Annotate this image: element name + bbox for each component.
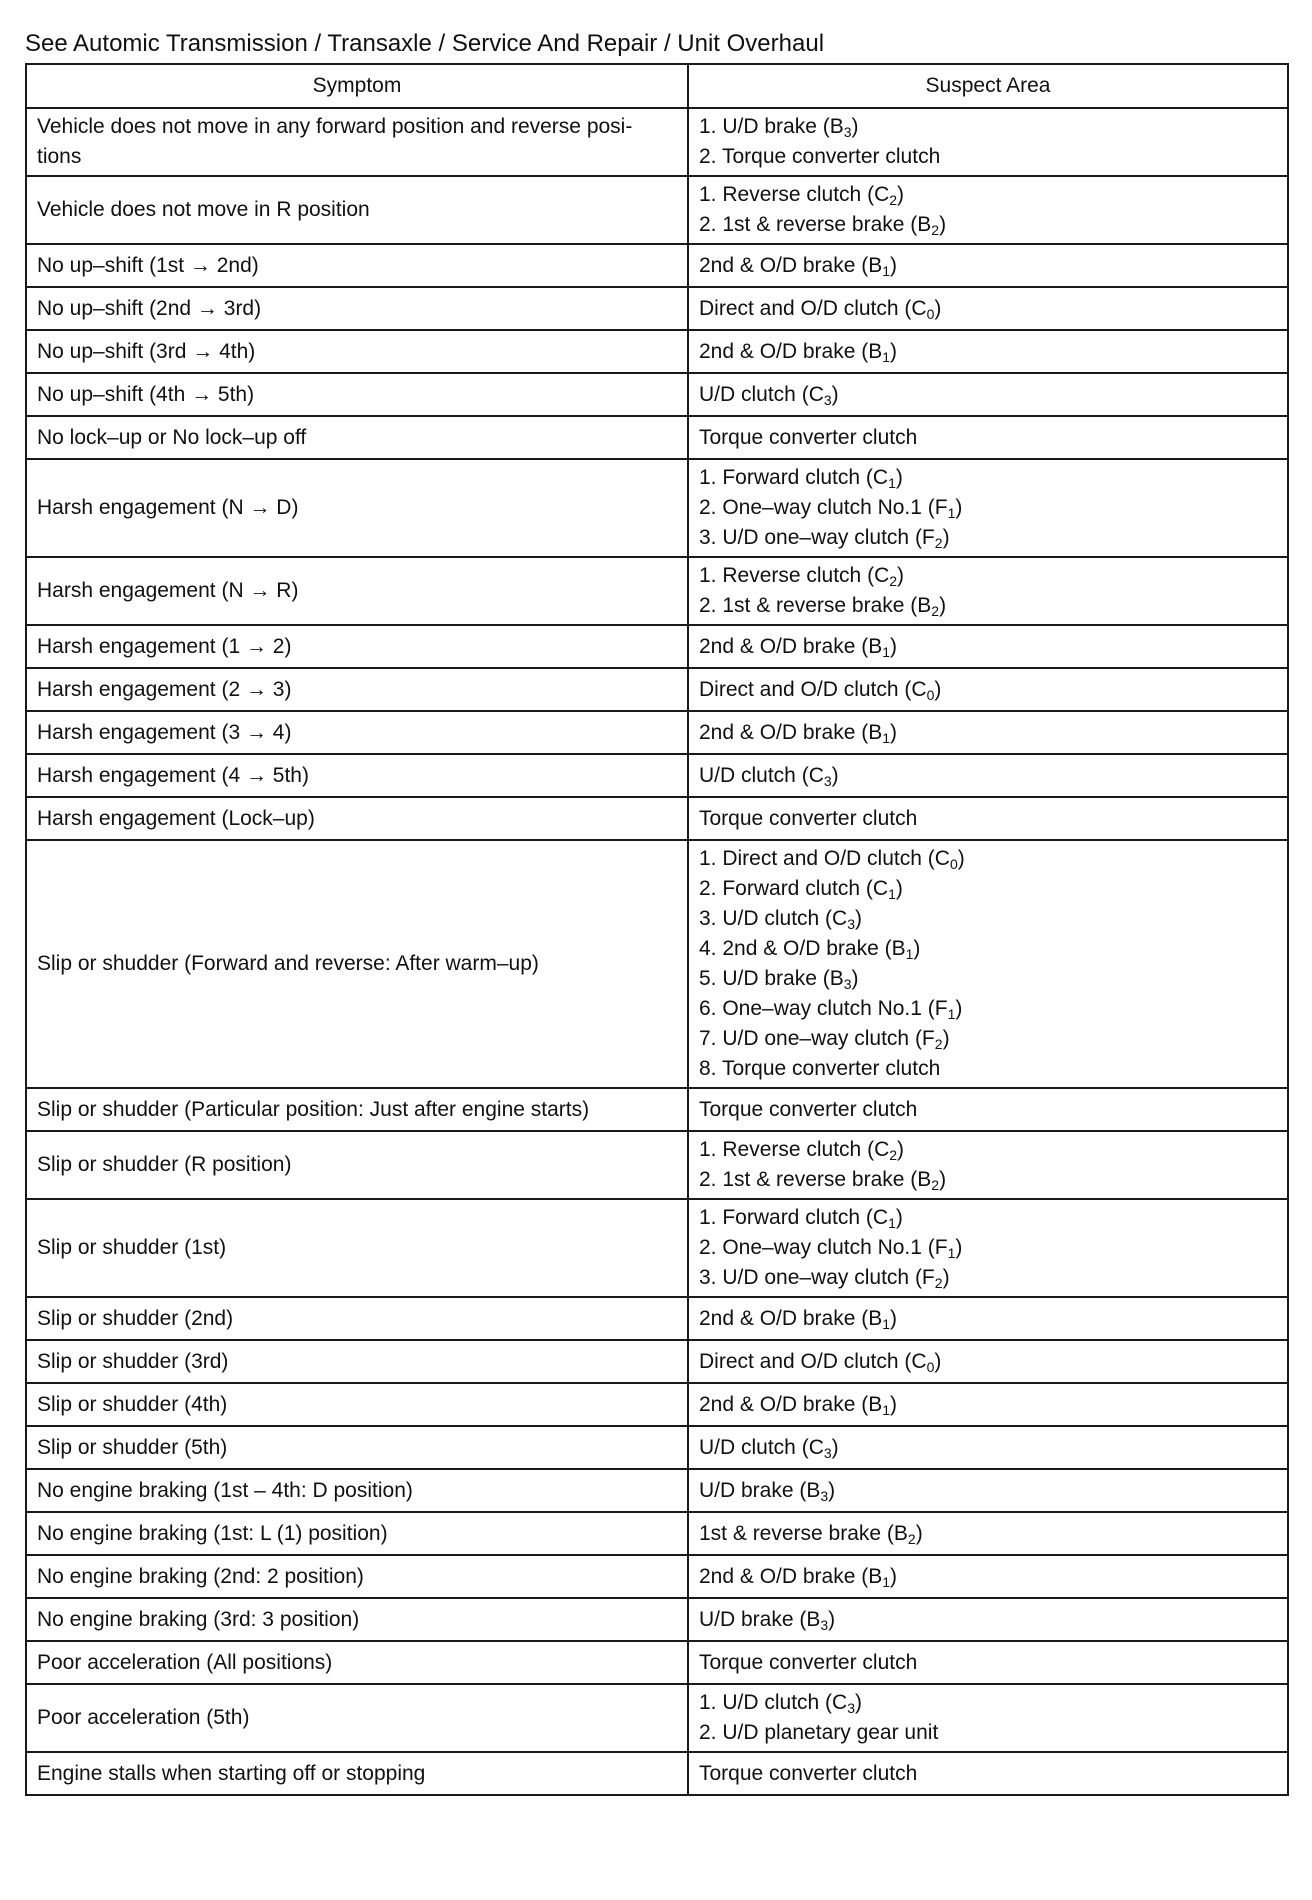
- suspect-area-cell: [688, 711, 1288, 754]
- table-row: [26, 557, 1288, 625]
- table-row: [26, 1199, 1288, 1297]
- table-row: [26, 1383, 1288, 1426]
- suspect-area-item: 2nd & O/D brake $(B_1)$: [699, 1306, 898, 1332]
- symptom-text: Harsh engagement (N → R): [37, 579, 299, 602]
- suspect-area-item: 2nd & O/D brake $(B_1)$: [699, 1392, 898, 1418]
- suspect-area-cell: [688, 244, 1288, 287]
- suspect-area-cell: [688, 1512, 1288, 1555]
- suspect-area-cell: [688, 416, 1288, 459]
- suspect-area-cell: [688, 1752, 1288, 1795]
- symptom-cell: [26, 459, 688, 557]
- table-row: [26, 1426, 1288, 1469]
- table-row: [26, 1088, 1288, 1131]
- symptom-text: No engine braking (3rd: 3 position): [37, 1607, 360, 1631]
- symptom-text: Poor acceleration (5th): [37, 1706, 250, 1729]
- suspect-area-item: 3. U/D clutch $(C_3)$: [699, 907, 863, 932]
- suspect-area-item: 1. U/D clutch $(C_3)$: [699, 1691, 863, 1716]
- suspect-area-item: Torque converter clutch: [699, 1097, 918, 1121]
- suspect-area-item: 8. Torque converter clutch: [699, 1057, 941, 1080]
- suspect-area-cell: [688, 1555, 1288, 1598]
- suspect-area-item: 2. Torque converter clutch: [699, 145, 941, 168]
- table-row: [26, 416, 1288, 459]
- table-row: [26, 373, 1288, 416]
- column-header-symptom: Symptom: [26, 64, 688, 108]
- symptom-cell: [26, 840, 688, 1088]
- table-row: [26, 1641, 1288, 1684]
- symptom-cell: [26, 1088, 688, 1131]
- symptom-cell: [26, 1383, 688, 1426]
- suspect-area-cell: [688, 1199, 1288, 1297]
- symptom-text: Harsh engagement (2 → 3): [37, 677, 292, 701]
- symptom-cell: [26, 1598, 688, 1641]
- table-row: [26, 625, 1288, 668]
- suspect-area-item: 2. One–way clutch No.1 $(F_1)$: [699, 496, 963, 521]
- suspect-area-cell: [688, 1383, 1288, 1426]
- suspect-area-cell: [688, 1088, 1288, 1131]
- symptom-text: Slip or shudder (1st): [37, 1236, 227, 1259]
- table-body: [26, 108, 1288, 1795]
- symptom-cell: [26, 373, 688, 416]
- suspect-area-cell: [688, 797, 1288, 840]
- symptom-text: No up–shift (1st → 2nd): [37, 253, 259, 277]
- suspect-area-item: 2. U/D planetary gear unit: [699, 1721, 939, 1744]
- table-row: [26, 1512, 1288, 1555]
- symptom-cell: [26, 1641, 688, 1684]
- breadcrumb: See Automic Transmission / Transaxle / Service And Repair / Unit Overhaul: [25, 30, 825, 57]
- symptom-cell: [26, 1512, 688, 1555]
- table-row: [26, 287, 1288, 330]
- table-row: [26, 1297, 1288, 1340]
- symptom-text: No engine braking (1st – 4th: D position): [37, 1478, 413, 1502]
- suspect-area-item: 2. 1st & reverse brake $(B_2)$: [699, 594, 947, 619]
- suspect-area-item: Torque converter clutch: [699, 425, 918, 449]
- table-row: [26, 244, 1288, 287]
- suspect-area-item: 1st & reverse brake $(B_2)$: [699, 1521, 923, 1547]
- column-header-suspect-area: Suspect Area: [688, 64, 1288, 108]
- symptom-cell: [26, 108, 688, 176]
- suspect-area-item: 7. U/D one–way clutch $(F_2)$: [699, 1027, 950, 1052]
- suspect-area-item: Torque converter clutch: [699, 1650, 918, 1674]
- symptom-cell: [26, 668, 688, 711]
- symptom-text: No lock–up or No lock–up off: [37, 425, 307, 449]
- suspect-area-item: Torque converter clutch: [699, 1761, 918, 1785]
- table-row: [26, 1469, 1288, 1512]
- symptom-cell: [26, 330, 688, 373]
- symptom-text: No up–shift (3rd → 4th): [37, 339, 256, 363]
- suspect-area-cell: [688, 1684, 1288, 1752]
- suspect-area-cell: [688, 1297, 1288, 1340]
- symptom-cell: [26, 557, 688, 625]
- table-row: [26, 754, 1288, 797]
- symptom-cell: [26, 1297, 688, 1340]
- suspect-area-item: 2nd & O/D brake $(B_1)$: [699, 1564, 898, 1590]
- suspect-area-cell: [688, 1426, 1288, 1469]
- symptom-text: Harsh engagement (3 → 4): [37, 720, 292, 744]
- table-row: [26, 1555, 1288, 1598]
- suspect-area-item: 2nd & O/D brake $(B_1)$: [699, 253, 898, 279]
- suspect-area-cell: [688, 1469, 1288, 1512]
- table-row: [26, 1684, 1288, 1752]
- suspect-area-cell: [688, 1598, 1288, 1641]
- table-row: [26, 1340, 1288, 1383]
- suspect-area-item: U/D brake $(B_3)$: [699, 1607, 836, 1633]
- suspect-area-cell: [688, 1340, 1288, 1383]
- suspect-area-item: Direct and O/D clutch $(C_0)$: [699, 1349, 942, 1375]
- suspect-area-item: 2. 1st & reverse brake $(B_2)$: [699, 1168, 947, 1193]
- suspect-area-item: U/D brake $(B_3)$: [699, 1478, 836, 1504]
- suspect-area-cell: [688, 840, 1288, 1088]
- suspect-area-item: 2. One–way clutch No.1 $(F_1)$: [699, 1236, 963, 1261]
- symptom-text: Harsh engagement (Lock–up): [37, 806, 315, 830]
- symptom-text: Slip or shudder (3rd): [37, 1349, 229, 1373]
- suspect-area-cell: [688, 287, 1288, 330]
- suspect-area-item: 2nd & O/D brake $(B_1)$: [699, 339, 898, 365]
- suspect-area-item: 2. 1st & reverse brake $(B_2)$: [699, 213, 947, 238]
- table-row: [26, 1131, 1288, 1199]
- symptom-text: No engine braking (2nd: 2 position): [37, 1564, 364, 1588]
- symptom-cell: [26, 711, 688, 754]
- suspect-area-cell: [688, 108, 1288, 176]
- symptom-cell: [26, 244, 688, 287]
- table-row: [26, 330, 1288, 373]
- suspect-area-item: 1. Reverse clutch $(C_2)$: [699, 183, 905, 208]
- symptom-cell: [26, 1752, 688, 1795]
- symptom-cell: [26, 1340, 688, 1383]
- symptom-text: No up–shift (4th → 5th): [37, 382, 255, 406]
- suspect-area-item: 4. 2nd & O/D brake $(B_1)$: [699, 937, 921, 962]
- symptom-cell: [26, 176, 688, 244]
- symptom-table: [25, 63, 1289, 1796]
- table-row: [26, 711, 1288, 754]
- symptom-text: Poor acceleration (All positions): [37, 1650, 333, 1674]
- suspect-area-item: 1. Forward clutch $(C_1)$: [699, 1206, 903, 1231]
- suspect-area-cell: [688, 754, 1288, 797]
- symptom-text: No engine braking (1st: L (1) position): [37, 1521, 388, 1545]
- symptom-cell: [26, 416, 688, 459]
- symptom-text: No up–shift (2nd → 3rd): [37, 296, 262, 320]
- suspect-area-cell: [688, 668, 1288, 711]
- suspect-area-item: 5. U/D brake $(B_3)$: [699, 967, 859, 992]
- suspect-area-item: U/D clutch $(C_3)$: [699, 763, 839, 789]
- symptom-text: Slip or shudder (4th): [37, 1392, 228, 1416]
- suspect-area-cell: [688, 373, 1288, 416]
- suspect-area-item: 1. Forward clutch $(C_1)$: [699, 466, 903, 491]
- symptom-text: Slip or shudder (R position): [37, 1153, 292, 1176]
- symptom-text: Harsh engagement (4 → 5th): [37, 763, 309, 787]
- suspect-area-item: U/D clutch $(C_3)$: [699, 1435, 839, 1461]
- symptom-text: Slip or shudder (Forward and reverse: After warm–up): [37, 952, 539, 975]
- table-row: [26, 840, 1288, 1088]
- suspect-area-item: U/D clutch $(C_3)$: [699, 382, 839, 408]
- suspect-area-item: 3. U/D one–way clutch $(F_2)$: [699, 526, 950, 551]
- table-row: [26, 459, 1288, 557]
- symptom-text: Slip or shudder (5th): [37, 1435, 228, 1459]
- symptom-cell: [26, 287, 688, 330]
- symptom-text: Slip or shudder (2nd): [37, 1306, 234, 1330]
- symptom-text: Vehicle does not move in any forward position and reverse posi- tions: [37, 115, 633, 168]
- suspect-area-item: 6. One–way clutch No.1 $(F_1)$: [699, 997, 963, 1022]
- symptom-text: Vehicle does not move in R position: [37, 198, 370, 221]
- suspect-area-cell: [688, 557, 1288, 625]
- suspect-area-item: 1. Direct and O/D clutch $(C_0)$: [699, 847, 965, 872]
- table-row: [26, 797, 1288, 840]
- symptom-cell: [26, 1684, 688, 1752]
- suspect-area-item: 3. U/D one–way clutch $(F_2)$: [699, 1266, 950, 1291]
- symptom-text: Harsh engagement (N → D): [37, 496, 299, 519]
- suspect-area-item: Torque converter clutch: [699, 806, 918, 830]
- symptom-cell: [26, 1555, 688, 1598]
- table-row: [26, 176, 1288, 244]
- suspect-area-item: 1. Reverse clutch $(C_2)$: [699, 1138, 905, 1163]
- suspect-area-cell: [688, 625, 1288, 668]
- suspect-area-cell: [688, 1131, 1288, 1199]
- suspect-area-cell: [688, 330, 1288, 373]
- table-row: [26, 108, 1288, 176]
- suspect-area-item: 2. Forward clutch $(C_1)$: [699, 877, 903, 902]
- suspect-area-item: Direct and O/D clutch $(C_0)$: [699, 296, 942, 322]
- symptom-text: Slip or shudder (Particular position: Just after engine starts): [37, 1097, 590, 1121]
- symptom-text: Harsh engagement (1 → 2): [37, 634, 292, 658]
- symptom-cell: [26, 1469, 688, 1512]
- suspect-area-item: 2nd & O/D brake $(B_1)$: [699, 720, 898, 746]
- table-row: [26, 668, 1288, 711]
- table-header-row: [26, 64, 1288, 108]
- symptom-cell: [26, 1426, 688, 1469]
- symptom-cell: [26, 1131, 688, 1199]
- symptom-text: Engine stalls when starting off or stopping: [37, 1761, 426, 1785]
- symptom-cell: [26, 797, 688, 840]
- suspect-area-cell: [688, 176, 1288, 244]
- symptom-cell: [26, 754, 688, 797]
- table-row: [26, 1598, 1288, 1641]
- table-row: [26, 1752, 1288, 1795]
- suspect-area-cell: [688, 459, 1288, 557]
- suspect-area-cell: [688, 1641, 1288, 1684]
- symptom-cell: [26, 625, 688, 668]
- suspect-area-item: 1. U/D brake $(B_3)$: [699, 115, 859, 140]
- symptom-cell: [26, 1199, 688, 1297]
- suspect-area-item: 2nd & O/D brake $(B_1)$: [699, 634, 898, 660]
- suspect-area-item: Direct and O/D clutch $(C_0)$: [699, 677, 942, 703]
- suspect-area-item: 1. Reverse clutch $(C_2)$: [699, 564, 905, 589]
